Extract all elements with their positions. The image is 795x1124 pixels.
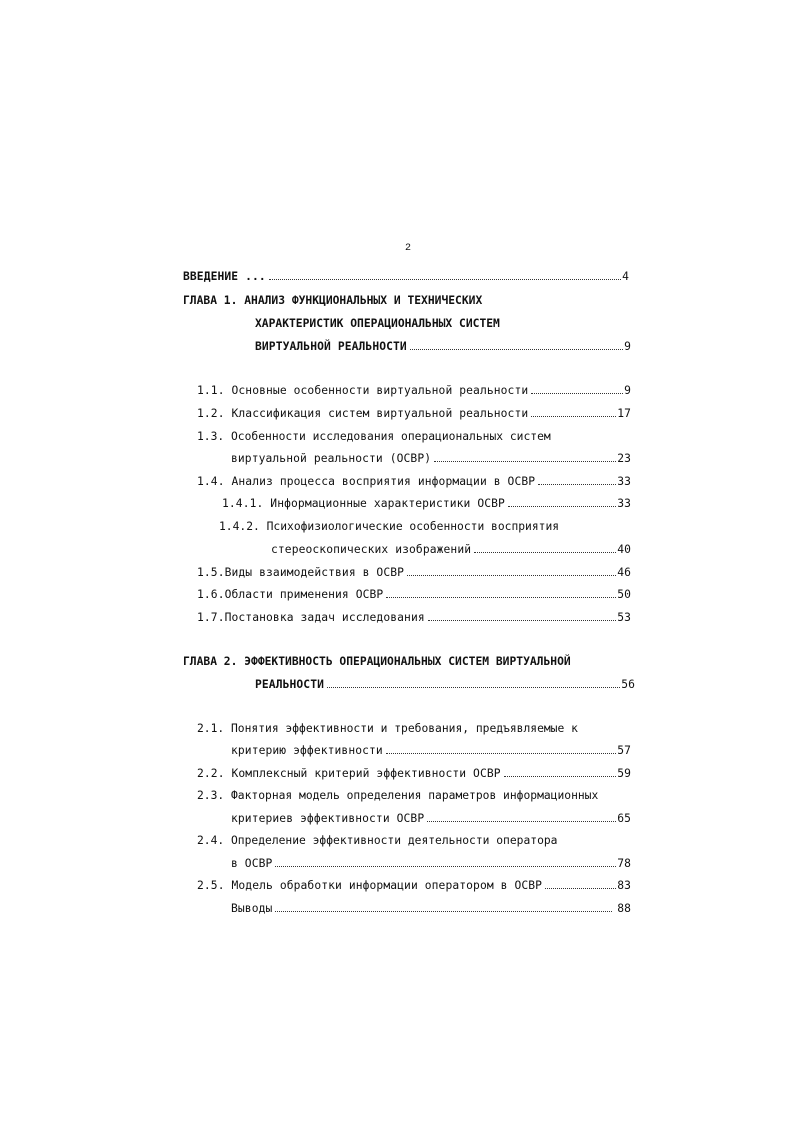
- toc-entry-page: 57: [617, 744, 631, 757]
- toc-entry-page: 65: [617, 812, 631, 825]
- toc-entry-page: 23: [617, 452, 631, 465]
- toc-item-1-7[interactable]: [197, 611, 631, 624]
- toc-entry-title-cont: критериев эффективности ОСВР: [231, 812, 425, 825]
- toc-item-1-4-2-title[interactable]: 1.4.2. Психофизиологические особенности восприятия: [219, 520, 560, 533]
- dot-leader: [386, 597, 616, 598]
- toc-entry-title: 2.2. Комплексный критерий эффективности ОСВР: [197, 767, 501, 780]
- toc-entry-title-cont: стереоскопических изображений: [271, 543, 472, 556]
- toc-entry-page: 53: [617, 611, 631, 624]
- toc-item-2-3-title[interactable]: 2.3. Факторная модель определения параметров информационных: [197, 789, 599, 802]
- dot-leader: [508, 506, 616, 507]
- toc-entry-title: ВВЕДЕНИЕ ...: [183, 270, 266, 283]
- toc-item-2-4[interactable]: [231, 857, 631, 870]
- toc-intro[interactable]: [183, 270, 629, 283]
- toc-entry-page: 4: [622, 270, 629, 283]
- chapter-1-heading-line2: ХАРАКТЕРИСТИК ОПЕРАЦИОНАЛЬНЫХ СИСТЕМ: [255, 317, 500, 330]
- toc-item-1-3[interactable]: [231, 452, 631, 465]
- dot-leader: [386, 753, 616, 754]
- toc-item-1-4[interactable]: [197, 475, 631, 488]
- toc-item-2-4-title[interactable]: 2.4. Определение эффективности деятельности оператора: [197, 834, 558, 847]
- toc-entry-page: 9: [624, 384, 631, 397]
- dot-leader: [327, 687, 620, 688]
- chapter-1-heading-line3: ВИРТУАЛЬНОЙ РЕАЛЬНОСТИ: [255, 340, 407, 353]
- chapter-2-heading-line2: РЕАЛЬНОСТИ: [255, 678, 325, 691]
- toc-item-1-6[interactable]: [197, 588, 631, 601]
- toc-item-1-4-1[interactable]: [222, 497, 631, 510]
- toc-entry-page: 46: [617, 566, 631, 579]
- toc-entry-title: 1.6.Области применения ОСВР: [197, 588, 384, 601]
- toc-item-1-3-title[interactable]: 1.3. Особенности исследования операциональных систем: [197, 430, 551, 443]
- toc-entry-page: 83: [617, 879, 631, 892]
- toc-entry-title: 1.2. Классификация систем виртуальной реальности: [197, 407, 529, 420]
- chapter-2-heading-line1: ГЛАВА 2. ЭФФЕКТИВНОСТЬ ОПЕРАЦИОНАЛЬНЫХ СИСТЕМ ВИРТУАЛЬНОЙ: [183, 655, 571, 668]
- toc-item-2-3[interactable]: [231, 812, 631, 825]
- toc-entry-page: 33: [617, 497, 631, 510]
- dot-leader: [428, 620, 616, 621]
- dot-leader: [504, 776, 617, 777]
- toc-entry-title: 2.5. Модель обработки информации оператором в ОСВР: [197, 879, 543, 892]
- dot-leader: [410, 349, 623, 350]
- toc-entry-title-cont: критерию эффективности: [231, 744, 383, 757]
- toc-chapter-1[interactable]: [255, 340, 631, 353]
- dot-leader: [407, 575, 616, 576]
- toc-entry-page: 56: [621, 678, 635, 691]
- dot-leader: [531, 416, 616, 417]
- dot-leader: [531, 393, 623, 394]
- toc-entry-page: 40: [617, 543, 631, 556]
- toc-entry-page: 17: [617, 407, 631, 420]
- toc-entry-title: 1.5.Виды взаимодействия в ОСВР: [197, 566, 405, 579]
- toc-item-2-5[interactable]: [197, 879, 631, 892]
- toc-entry-title: 1.4.1. Информационные характеристики ОСВР: [222, 497, 505, 510]
- toc-item-1-5[interactable]: [197, 566, 631, 579]
- toc-entry-title: 1.7.Постановка задач исследования: [197, 611, 425, 624]
- dot-leader: [427, 821, 616, 822]
- toc-item-conclusions[interactable]: [231, 902, 631, 915]
- dot-leader: [275, 911, 612, 912]
- toc-entry-page: 78: [617, 857, 631, 870]
- toc-entry-page: 59: [617, 767, 631, 780]
- toc-entry-page: 9: [624, 340, 631, 353]
- toc-entry-page: 88: [617, 902, 631, 915]
- toc-item-1-4-2[interactable]: [271, 543, 631, 556]
- toc-item-1-1[interactable]: [197, 384, 631, 397]
- toc-entry-title-cont: виртуальной реальности (ОСВР): [231, 452, 432, 465]
- dot-leader: [434, 461, 616, 462]
- dot-leader: [474, 552, 616, 553]
- toc-chapter-2[interactable]: [255, 678, 635, 691]
- toc-item-1-2[interactable]: [197, 407, 631, 420]
- toc-entry-title-cont: в ОСВР: [231, 857, 273, 870]
- toc-entry-title: 1.1. Основные особенности виртуальной реальности: [197, 384, 529, 397]
- dot-leader: [275, 866, 616, 867]
- toc-entry-title: Выводы: [231, 902, 273, 915]
- toc-entry-title: 1.4. Анализ процесса восприятия информации в ОСВР: [197, 475, 536, 488]
- dot-leader: [269, 279, 621, 280]
- toc-entry-page: 50: [617, 588, 631, 601]
- page-number: 2: [404, 243, 411, 254]
- toc-item-2-1-title[interactable]: 2.1. Понятия эффективности и требования, предъявляемые к: [197, 722, 578, 735]
- dot-leader: [545, 888, 616, 889]
- chapter-1-heading-line1: ГЛАВА 1. АНАЛИЗ ФУНКЦИОНАЛЬНЫХ И ТЕХНИЧЕСКИХ: [183, 294, 483, 307]
- toc-item-2-1[interactable]: [231, 744, 631, 757]
- dot-leader: [538, 484, 616, 485]
- toc-item-2-2[interactable]: [197, 767, 631, 780]
- toc-entry-page: 33: [617, 475, 631, 488]
